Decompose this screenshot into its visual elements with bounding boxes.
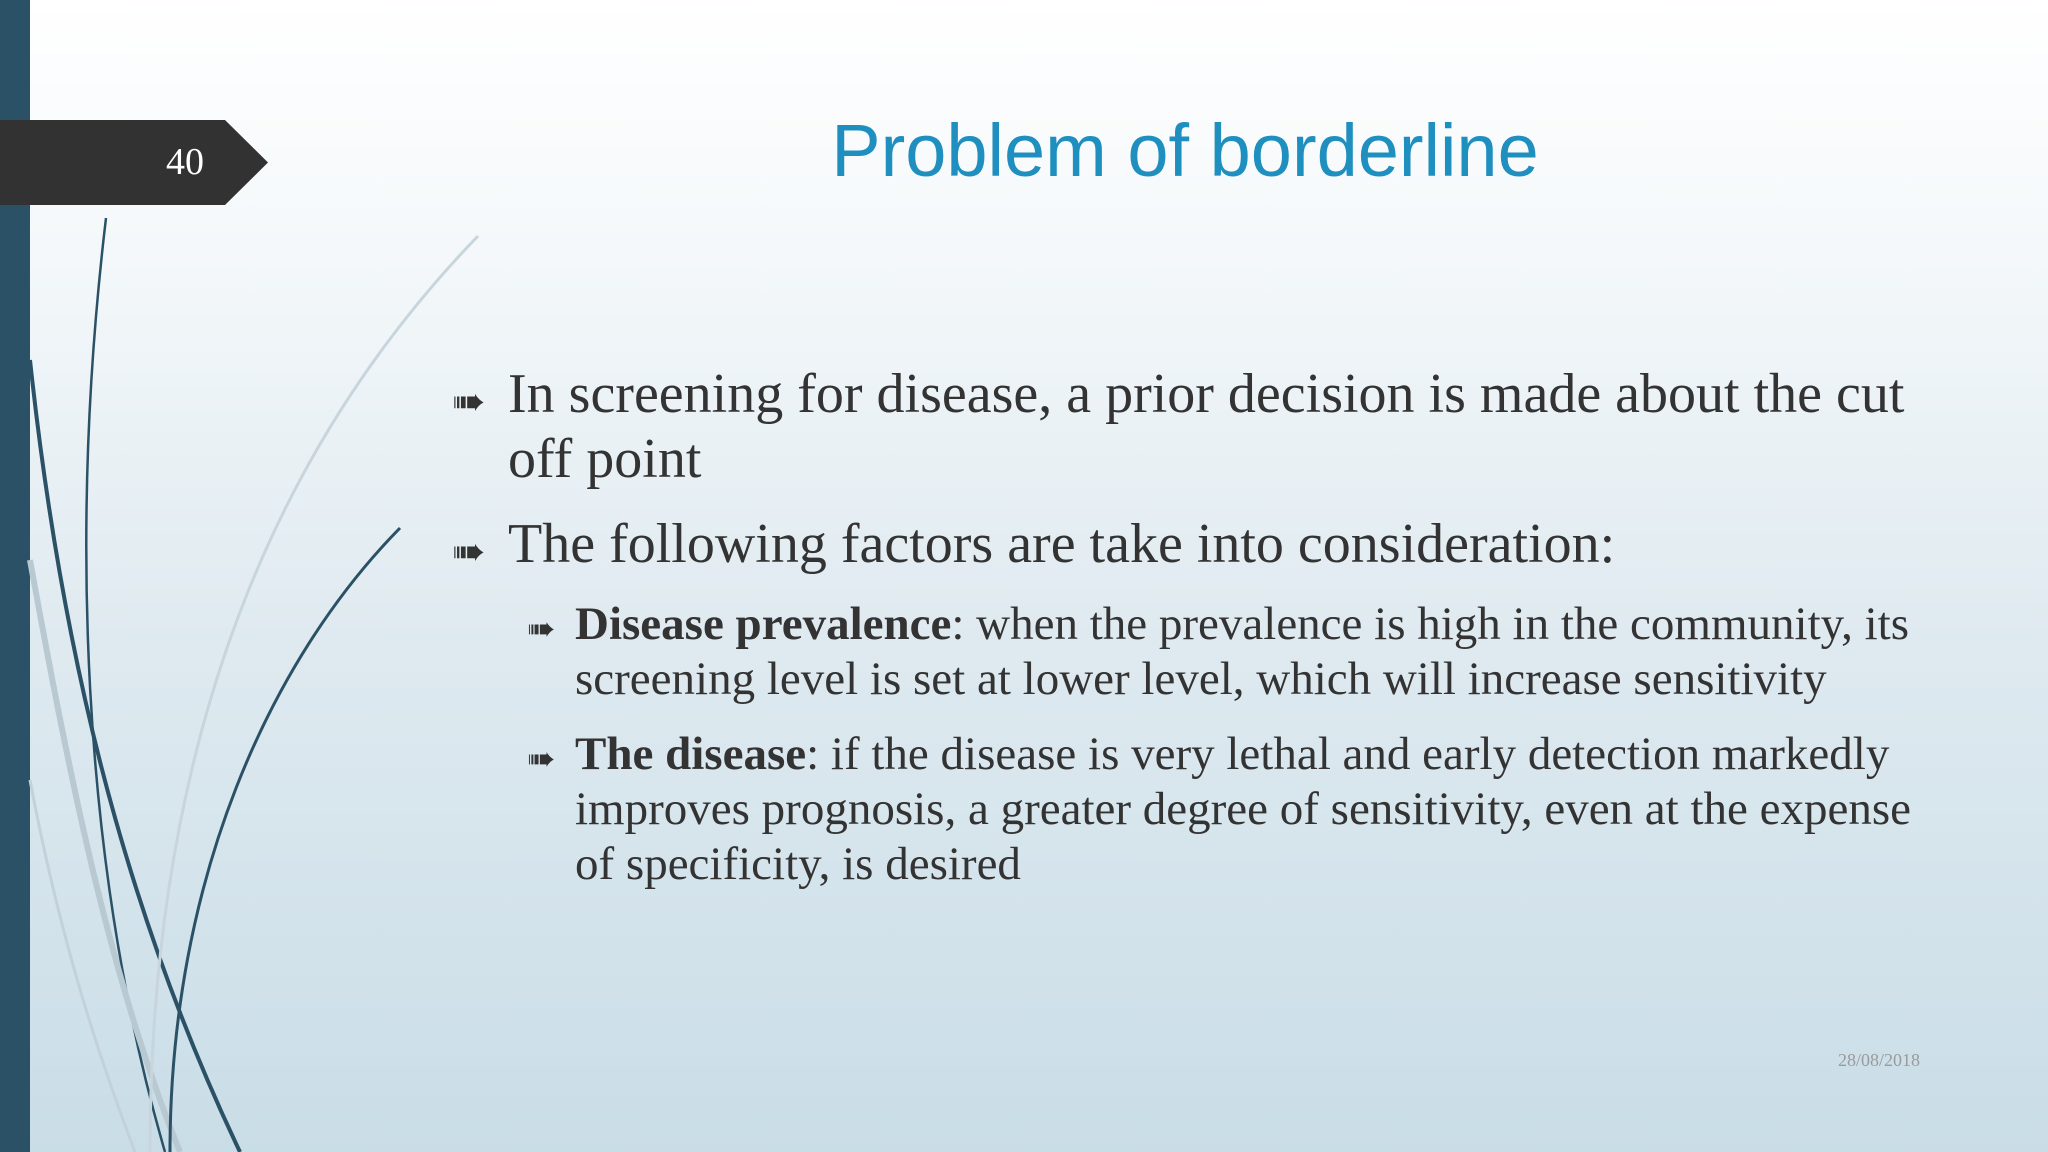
sub-bullet-text: : when the prevalence is high in the community, its screening level is set at lower level, which will increase sensitivity xyxy=(575,598,1909,705)
pointing-hand-icon: ➠ xyxy=(452,529,486,575)
pointing-hand-icon: ➠ xyxy=(527,739,556,779)
sub-bullet-item xyxy=(527,727,1952,892)
pointing-hand-icon: ➠ xyxy=(527,609,556,649)
slide-content xyxy=(452,362,1952,912)
sub-bullet-term: Disease prevalence xyxy=(575,598,952,650)
bullet-item xyxy=(452,362,1952,492)
bullet-text: The following factors are take into consideration: xyxy=(508,513,1616,575)
slide-title: Problem of borderline xyxy=(831,109,1539,192)
pointing-hand-icon: ➠ xyxy=(452,379,486,425)
slide-date: 28/08/2018 xyxy=(1837,1050,1920,1070)
sub-bullet-text: : if the disease is very lethal and early detection markedly improves prognosis, a greater degree of sensitivity, even at the expense of specificity, is desired xyxy=(575,728,1912,890)
bullet-item xyxy=(452,512,1952,577)
slide-number: 40 xyxy=(166,141,204,183)
sub-bullet-item xyxy=(527,597,1952,707)
bullet-text: In screening for disease, a prior decision is made about the cut off point xyxy=(508,363,1905,490)
sub-bullet-term: The disease xyxy=(575,728,807,780)
slide-number-tab xyxy=(0,120,268,205)
